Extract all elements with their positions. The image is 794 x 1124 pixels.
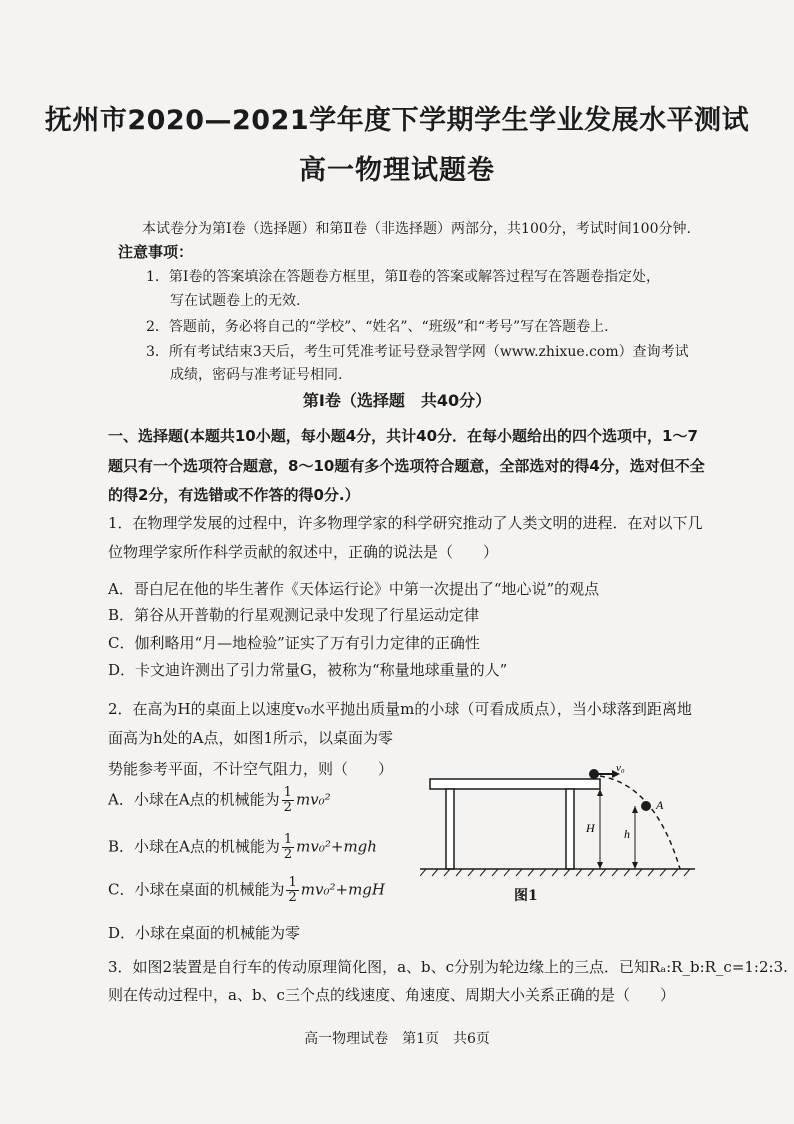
q1-option-d: D．卡文迪许测出了引力常量G，被称为“称量地球重量的人” xyxy=(108,661,508,679)
table-leg-left xyxy=(446,789,454,869)
q2-option-c: C．小球在桌面的机械能为 $\frac{1}{2}$ mv₀²+mgH xyxy=(108,875,385,905)
exam-title: 抚州市2020—2021学年度下学期学生学业发展水平测试 xyxy=(44,105,750,136)
point-a xyxy=(641,801,651,811)
note-3b: 成绩，密码与准考证号相同. xyxy=(170,367,343,383)
q2-stem-b: 面高为h处的A点，如图1所示，以桌面为零 xyxy=(108,729,394,747)
arrow-up-icon xyxy=(597,789,603,796)
q1-stem-a: 1．在物理学发展的过程中，许多物理学家的科学研究推动了人类文明的进程．在对以下几 xyxy=(108,514,703,532)
label-h-small: h xyxy=(624,827,630,841)
section-heading-a: 一、选择题(本题共10小题，每小题4分，共计40分．在每小题给出的四个选项中，1～7 xyxy=(108,427,698,445)
section-heading-b: 题只有一个选项符合题意，8～10题有多个选项符合题意，全部选对的得4分，选对但不全 xyxy=(108,457,705,475)
figure-1-caption: 图1 xyxy=(514,888,538,904)
q2-stem-a: 2．在高为H的桌面上以速度v₀水平抛出质量m的小球（可看成质点），当小球落到距离地 xyxy=(108,700,692,718)
q2-option-b: B．小球在A点的机械能为 $\frac{1}{2}$ mv₀²+mgh xyxy=(108,832,377,862)
label-a: A xyxy=(656,798,664,812)
page-footer: 高一物理试卷 第1页 共6页 xyxy=(304,1031,490,1047)
ground-hatch xyxy=(420,869,690,876)
note-2: 2．答题前，务必将自己的“学校”、“姓名”、“班级”和“考号”写在答题卷上. xyxy=(146,319,609,335)
fraction-half: $\frac{1}{2}$ xyxy=(283,832,293,862)
q1-stem-b: 位物理学家所作科学贡献的叙述中，正确的说法是（ ） xyxy=(108,543,499,561)
q2-option-d: D．小球在桌面的机械能为零 xyxy=(108,924,301,942)
q2-option-c-label: C．小球在桌面的机械能为 xyxy=(108,880,285,899)
arrow-up-icon xyxy=(632,806,638,813)
section-title: 第Ⅰ卷（选择题 共40分） xyxy=(302,391,492,410)
note-1a: 1．第Ⅰ卷的答案填涂在答题卷方框里，第Ⅱ卷的答案或解答过程写在答题卷指定处， xyxy=(146,269,660,285)
q2-option-a-label: A．小球在A点的机械能为 xyxy=(108,790,280,809)
ball-start xyxy=(589,769,599,779)
table-top xyxy=(430,779,600,789)
figure-1-diagram xyxy=(420,765,700,880)
label-h-big: H xyxy=(586,821,595,835)
intro-summary: 本试卷分为第Ⅰ卷（选择题）和第Ⅱ卷（非选择题）两部分，共100分，考试时间100分钟. xyxy=(142,221,691,237)
fraction-half: $\frac{1}{2}$ xyxy=(288,875,297,905)
q2-option-a: A．小球在A点的机械能为 $\frac{1}{2}$ mv₀² xyxy=(108,785,331,815)
table-leg-right xyxy=(566,789,574,869)
note-3a: 3．所有考试结束3天后，考生可凭准考证号登录智学网（www.zhixue.com）查询考试 xyxy=(146,344,689,360)
arrow-down-icon xyxy=(632,862,638,869)
notes-title: 注意事项： xyxy=(118,243,194,261)
q1-option-a: A．哥白尼在他的毕生著作《天体运行论》中第一次提出了“地心说”的观点 xyxy=(108,580,600,598)
q3-stem-a: 3．如图2装置是自行车的传动原理简化图，a、b、c分别为轮边缘上的三点．已知Rₐ:R_b:R_c=1:2:3. xyxy=(108,958,788,976)
q1-option-b: B．第谷从开普勒的行星观测记录中发现了行星运动定律 xyxy=(108,606,480,624)
note-1b: 写在试题卷上的无效. xyxy=(170,293,301,309)
label-v0: v₀ xyxy=(616,765,625,774)
q2-option-b-label: B．小球在A点的机械能为 xyxy=(108,837,280,856)
q2-stem-c: 势能参考平面，不计空气阻力，则（ ） xyxy=(108,760,394,778)
q1-option-c: C．伽利略用“月—地检验”证实了万有引力定律的正确性 xyxy=(108,634,480,652)
trajectory-curve xyxy=(600,776,680,869)
section-heading-c: 的得2分，有选错或不作答的得0分.） xyxy=(108,486,360,504)
exam-subtitle: 高一物理试题卷 xyxy=(299,155,495,186)
q3-stem-b: 则在传动过程中，a、b、c三个点的线速度、角速度、周期大小关系正确的是（ ） xyxy=(108,986,675,1004)
arrow-down-icon xyxy=(597,862,603,869)
fraction-half: $\frac{1}{2}$ xyxy=(283,785,292,815)
